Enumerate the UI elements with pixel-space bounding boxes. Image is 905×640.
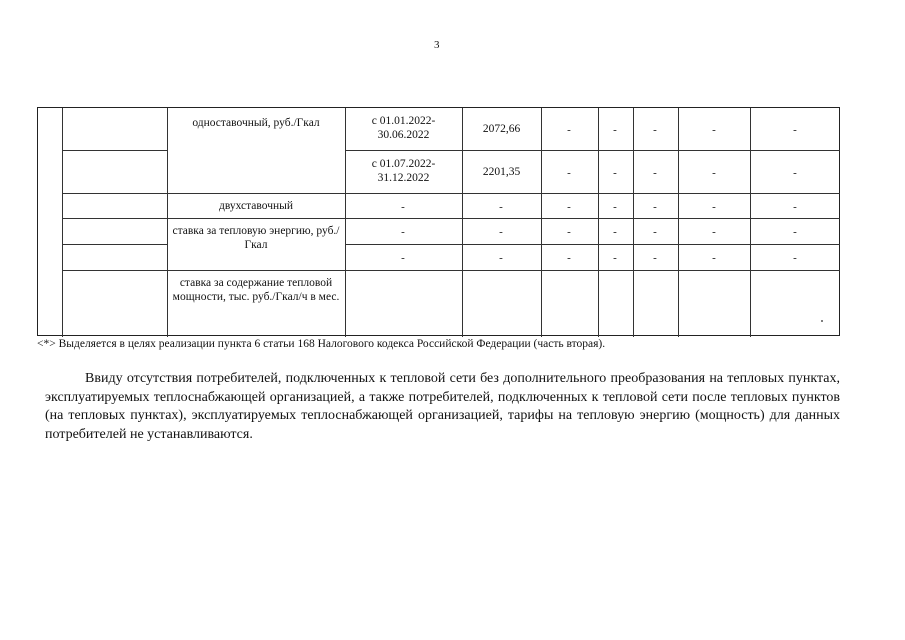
dash: - bbox=[793, 201, 797, 213]
dash: - bbox=[613, 226, 617, 238]
tariff-value-second-half: 2201,35 bbox=[482, 166, 521, 178]
dash: - bbox=[499, 226, 503, 238]
dash: - bbox=[712, 201, 716, 213]
body-paragraph: Ввиду отсутствия потребителей, подключенных к тепловой сети без дополнительного преобразования на тепловых пунктах, эксплуатируемых теплоснабжающей организацией, а также потребителей, подключенных к тепловой сети после тепловых пунктов (на тепловых пунктах), эксплуатируемых теплоснабжающей организацией, тарифы на тепловую энергию (мощность) для данных потребителей не устанавливаются. bbox=[45, 371, 840, 442]
dash: - bbox=[613, 252, 617, 264]
dash: - bbox=[712, 124, 716, 136]
dash: - bbox=[401, 226, 405, 238]
dash: - bbox=[567, 124, 571, 136]
footnote: <*> Выделяется в целях реализации пункта 6 статьи 168 Налогового кодекса Российской Федерации (часть вторая). bbox=[37, 338, 606, 350]
dash: - bbox=[653, 226, 657, 238]
dash: - bbox=[613, 201, 617, 213]
dash: - bbox=[793, 226, 797, 238]
row-label-single-rate: одноставочный, руб./Гкал bbox=[192, 117, 320, 129]
dash: - bbox=[401, 252, 405, 264]
dash: - bbox=[401, 201, 405, 213]
dash: - bbox=[793, 124, 797, 136]
dash: - bbox=[653, 124, 657, 136]
period-second-half: с 01.07.2022- 31.12.2022 bbox=[371, 158, 436, 184]
dash: - bbox=[499, 201, 503, 213]
tariff-value-first-half: 2072,66 bbox=[482, 123, 521, 135]
dash: - bbox=[712, 252, 716, 264]
row-label-energy-rate: ставка за тепловую энергию, руб./Гкал bbox=[172, 225, 340, 251]
dash: - bbox=[653, 201, 657, 213]
dash: - bbox=[793, 252, 797, 264]
dash: - bbox=[567, 167, 571, 179]
dash: - bbox=[793, 167, 797, 179]
dash: - bbox=[499, 252, 503, 264]
period-first-half: с 01.01.2022- 30.06.2022 bbox=[371, 115, 436, 141]
dash: - bbox=[567, 201, 571, 213]
dash: - bbox=[567, 226, 571, 238]
dash: - bbox=[712, 226, 716, 238]
row-label-capacity-rate: ставка за содержание тепловой мощности, тыс. руб./Гкал/ч в мес. bbox=[172, 277, 340, 303]
dash: - bbox=[567, 252, 571, 264]
dash: - bbox=[613, 124, 617, 136]
dash: - bbox=[653, 252, 657, 264]
dash: - bbox=[613, 167, 617, 179]
dash: - bbox=[653, 167, 657, 179]
dash: - bbox=[712, 167, 716, 179]
tariff-table bbox=[37, 107, 840, 336]
row-label-two-rate: двухставочный bbox=[218, 200, 294, 212]
page-number: 3 bbox=[434, 39, 440, 51]
